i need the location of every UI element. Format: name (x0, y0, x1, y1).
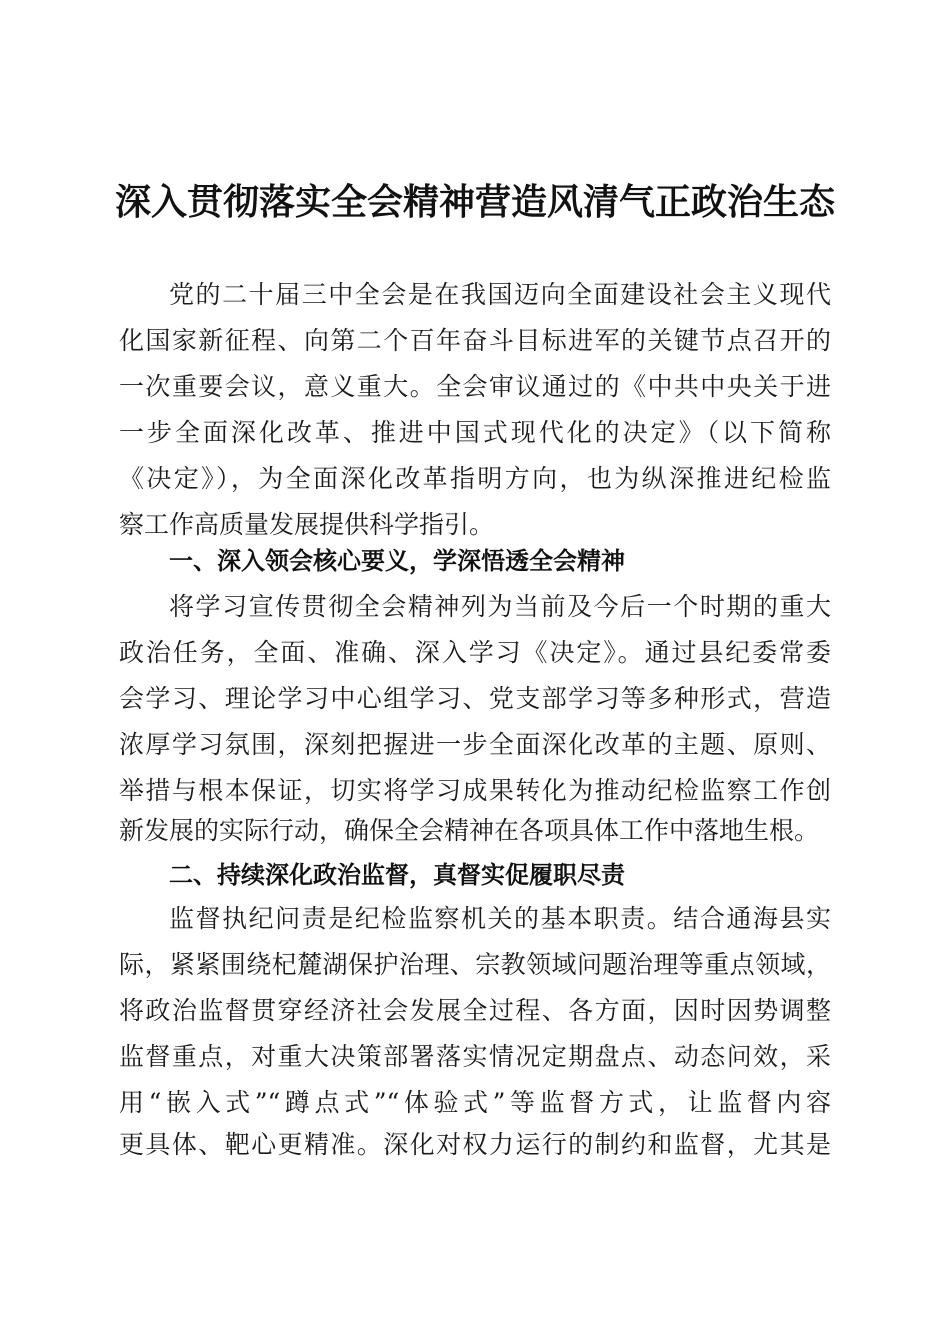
intro-line-2: 化国家新征程、向第二个百年奋斗目标进军的关键节点召开的 (119, 326, 831, 355)
section-1-line-2: 政治任务，全面、准确、深入学习《决定》。通过县纪委常委 (119, 638, 831, 667)
intro-line-1: 党的二十届三中全会是在我国迈向全面建设社会主义现代 (169, 280, 831, 309)
section-2-line-6: 更具体、靶心更精准。深化对权力运行的制约和监督，尤其是 (119, 1130, 831, 1159)
section-2-line-5: 用“嵌入式”“蹲点式”“体验式”等监督方式，让监督内容 (119, 1088, 831, 1117)
section-1-line-3: 会学习、理论学习中心组学习、党支部学习等多种形式，营造 (119, 684, 831, 713)
section-1-line-5: 举措与根本保证，切实将学习成果转化为推动纪检监察工作创 (119, 776, 831, 805)
section-2-line-3: 将政治监督贯穿经济社会发展全过程、各方面，因时因势调整 (119, 996, 831, 1025)
section-1-line-1: 将学习宣传贯彻全会精神列为当前及今后一个时期的重大 (169, 592, 831, 621)
intro-line-6: 察工作高质量发展提供科学指引。 (119, 510, 495, 539)
section-2-heading: 二、持续深化政治监督，真督实促履职尽责 (169, 861, 625, 889)
intro-line-4: 一步全面深化改革、推进中国式现代化的决定》（以下简称 (119, 418, 831, 447)
intro-line-5: 《决定》），为全面深化改革指明方向，也为纵深推进纪检监 (119, 464, 831, 493)
section-1-heading: 一、深入领会核心要义，学深悟透全会精神 (169, 547, 625, 575)
section-1-line-6: 新发展的实际行动，确保全会精神在各项具体工作中落地生根。 (119, 816, 820, 845)
section-2-line-2: 际，紧紧围绕杞麓湖保护治理、宗教领域问题治理等重点领域， (119, 950, 831, 979)
section-1-line-4: 浓厚学习氛围，深刻把握进一步全面深化改革的主题、原则、 (119, 730, 831, 759)
section-2-line-4: 监督重点，对重大决策部署落实情况定期盘点、动态问效，采 (119, 1042, 831, 1071)
intro-line-3: 一次重要会议，意义重大。全会审议通过的《中共中央关于进 (119, 372, 831, 401)
document-title: 深入贯彻落实全会精神营造风清气正政治生态 (114, 181, 835, 223)
section-2-line-1: 监督执纪问责是纪检监察机关的基本职责。结合通海县实 (169, 904, 831, 933)
